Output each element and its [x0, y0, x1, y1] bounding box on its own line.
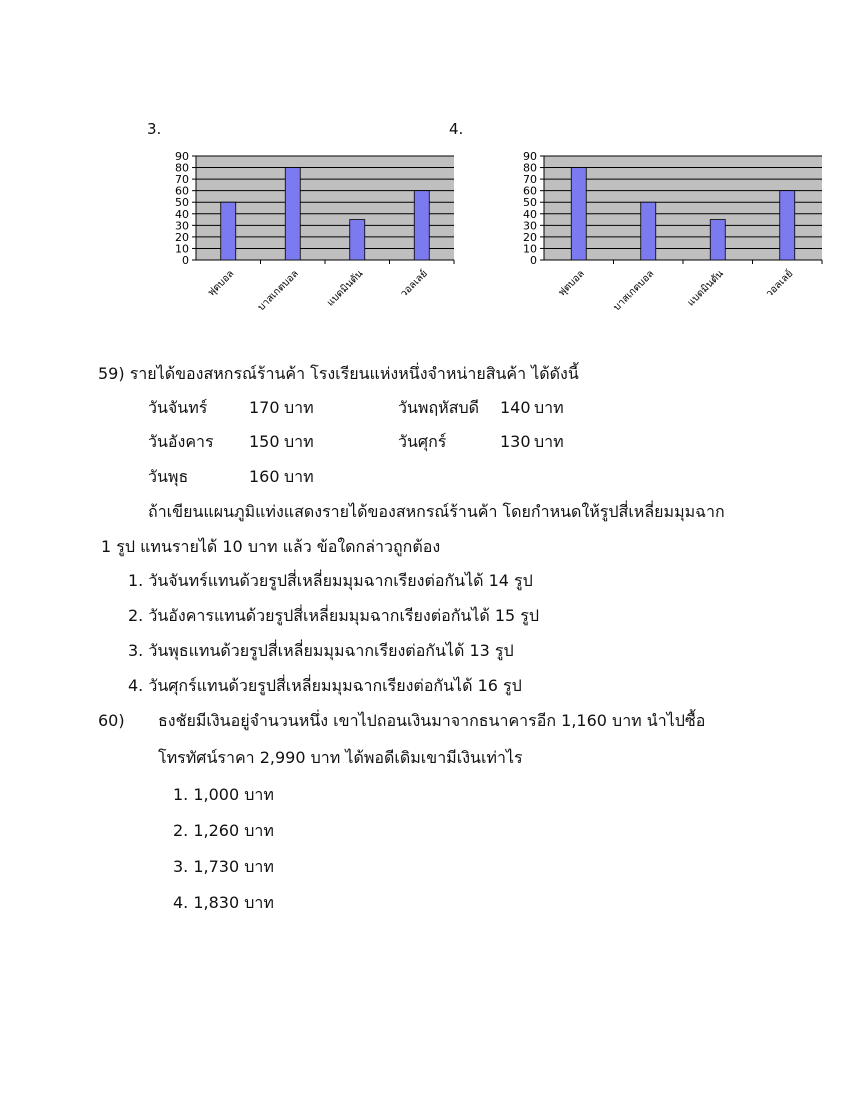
q60-line-1: ธงชัยมีเงินอยู่จำนวนหนึ่ง เขาไปถอนเงินมาจากธนาคารอีก 1,160 บาท นำไปซื้อ: [158, 711, 706, 730]
bar: [221, 202, 236, 260]
q59-paragraph-2: 1 รูป แทนรายได้ 10 บาท แล้ว ข้อใดกล่าวถูกต้อง: [101, 537, 441, 556]
day-unit: บาท: [284, 398, 314, 417]
y-tick-label: 90: [175, 150, 189, 163]
q59-choice-4: 4. วันศุกร์แทนด้วยรูปสี่เหลี่ยมมุมฉากเรียงต่อกันได้ 16 รูป: [128, 676, 522, 695]
day-amount: 140: [500, 398, 531, 417]
y-tick-label: 0: [182, 254, 189, 267]
y-tick-label: 90: [523, 150, 537, 163]
day-unit: บาท: [534, 432, 564, 451]
bar-chart-option-3: [160, 148, 460, 348]
q59-choice-2: 2. วันอังคารแทนด้วยรูปสี่เหลี่ยมมุมฉากเรียงต่อกันได้ 15 รูป: [128, 606, 540, 625]
day-unit: บาท: [534, 398, 564, 417]
y-tick-label: 60: [175, 184, 189, 198]
x-category-label: วอลเลย์: [764, 268, 796, 300]
bar: [571, 168, 586, 260]
x-category-label: วอลเลย์: [398, 268, 430, 300]
y-tick-label: 50: [175, 196, 189, 210]
bar: [641, 202, 656, 260]
q60-choice-2: 2. 1,260 บาท: [173, 821, 274, 840]
y-tick-label: 50: [523, 196, 537, 210]
bar-chart-option-4: [508, 148, 838, 348]
x-category-label: แบดมินตัน: [325, 268, 366, 309]
day-unit: บาท: [284, 432, 314, 451]
y-tick-label: 80: [175, 161, 189, 175]
day-amount: 150: [249, 432, 280, 451]
q60-line-2: โทรทัศน์ราคา 2,990 บาท ได้พอดีเดิมเขามีเงินเท่าไร: [158, 748, 523, 767]
y-tick-label: 0: [530, 254, 537, 267]
q59-choice-3: 3. วันพุธแทนด้วยรูปสี่เหลี่ยมมุมฉากเรียงต่อกันได้ 13 รูป: [128, 641, 514, 660]
bar: [285, 168, 300, 260]
day-unit: บาท: [284, 467, 314, 486]
q59-choice-1: 1. วันจันทร์แทนด้วยรูปสี่เหลี่ยมมุมฉากเรียงต่อกันได้ 14 รูป: [128, 571, 533, 590]
q60-choice-1: 1. 1,000 บาท: [173, 785, 274, 804]
q59-stem: 59) รายได้ของสหกรณ์ร้านค้า โรงเรียนแห่งหนึ่งจำหน่ายสินค้า ได้ดังนี้: [98, 364, 579, 383]
q60-choice-4: 4. 1,830 บาท: [173, 893, 274, 912]
day-label: วันอังคาร: [148, 432, 214, 451]
x-category-label: ฟุตบอล: [556, 268, 587, 299]
x-category-label: บาสเกตบอล: [611, 268, 657, 314]
y-tick-label: 20: [523, 230, 537, 244]
bar: [350, 220, 365, 260]
chart-4-label: 4.: [449, 120, 464, 138]
day-label: วันพุธ: [148, 467, 189, 486]
q60-number: 60): [98, 711, 125, 730]
y-tick-label: 60: [523, 184, 537, 198]
y-tick-label: 10: [523, 242, 537, 256]
y-tick-label: 10: [175, 242, 189, 256]
y-tick-label: 70: [523, 173, 537, 187]
y-tick-label: 70: [175, 173, 189, 187]
x-category-label: ฟุตบอล: [205, 268, 237, 299]
q60-choice-3: 3. 1,730 บาท: [173, 857, 274, 876]
q59-paragraph-1: ถ้าเขียนแผนภูมิแท่งแสดงรายได้ของสหกรณ์ร้านค้า โดยกำหนดให้รูปสี่เหลี่ยมมุมฉาก: [148, 502, 725, 521]
y-tick-label: 30: [175, 219, 189, 233]
y-tick-label: 40: [175, 207, 189, 221]
chart-3-label: 3.: [147, 120, 162, 138]
bar: [710, 220, 725, 260]
day-amount: 130: [500, 432, 531, 451]
y-tick-label: 80: [523, 161, 537, 175]
y-tick-label: 30: [523, 219, 537, 233]
day-label: วันศุกร์: [398, 432, 447, 451]
y-tick-label: 20: [175, 230, 189, 244]
x-category-label: แบดมินตัน: [685, 268, 726, 309]
y-tick-label: 40: [523, 207, 537, 221]
x-category-label: บาสเกตบอล: [255, 268, 301, 314]
bar: [414, 191, 429, 260]
day-label: วันพฤหัสบดี: [398, 398, 480, 417]
day-label: วันจันทร์: [148, 398, 208, 417]
day-amount: 170: [249, 398, 280, 417]
bar: [780, 191, 795, 260]
day-amount: 160: [249, 467, 280, 486]
